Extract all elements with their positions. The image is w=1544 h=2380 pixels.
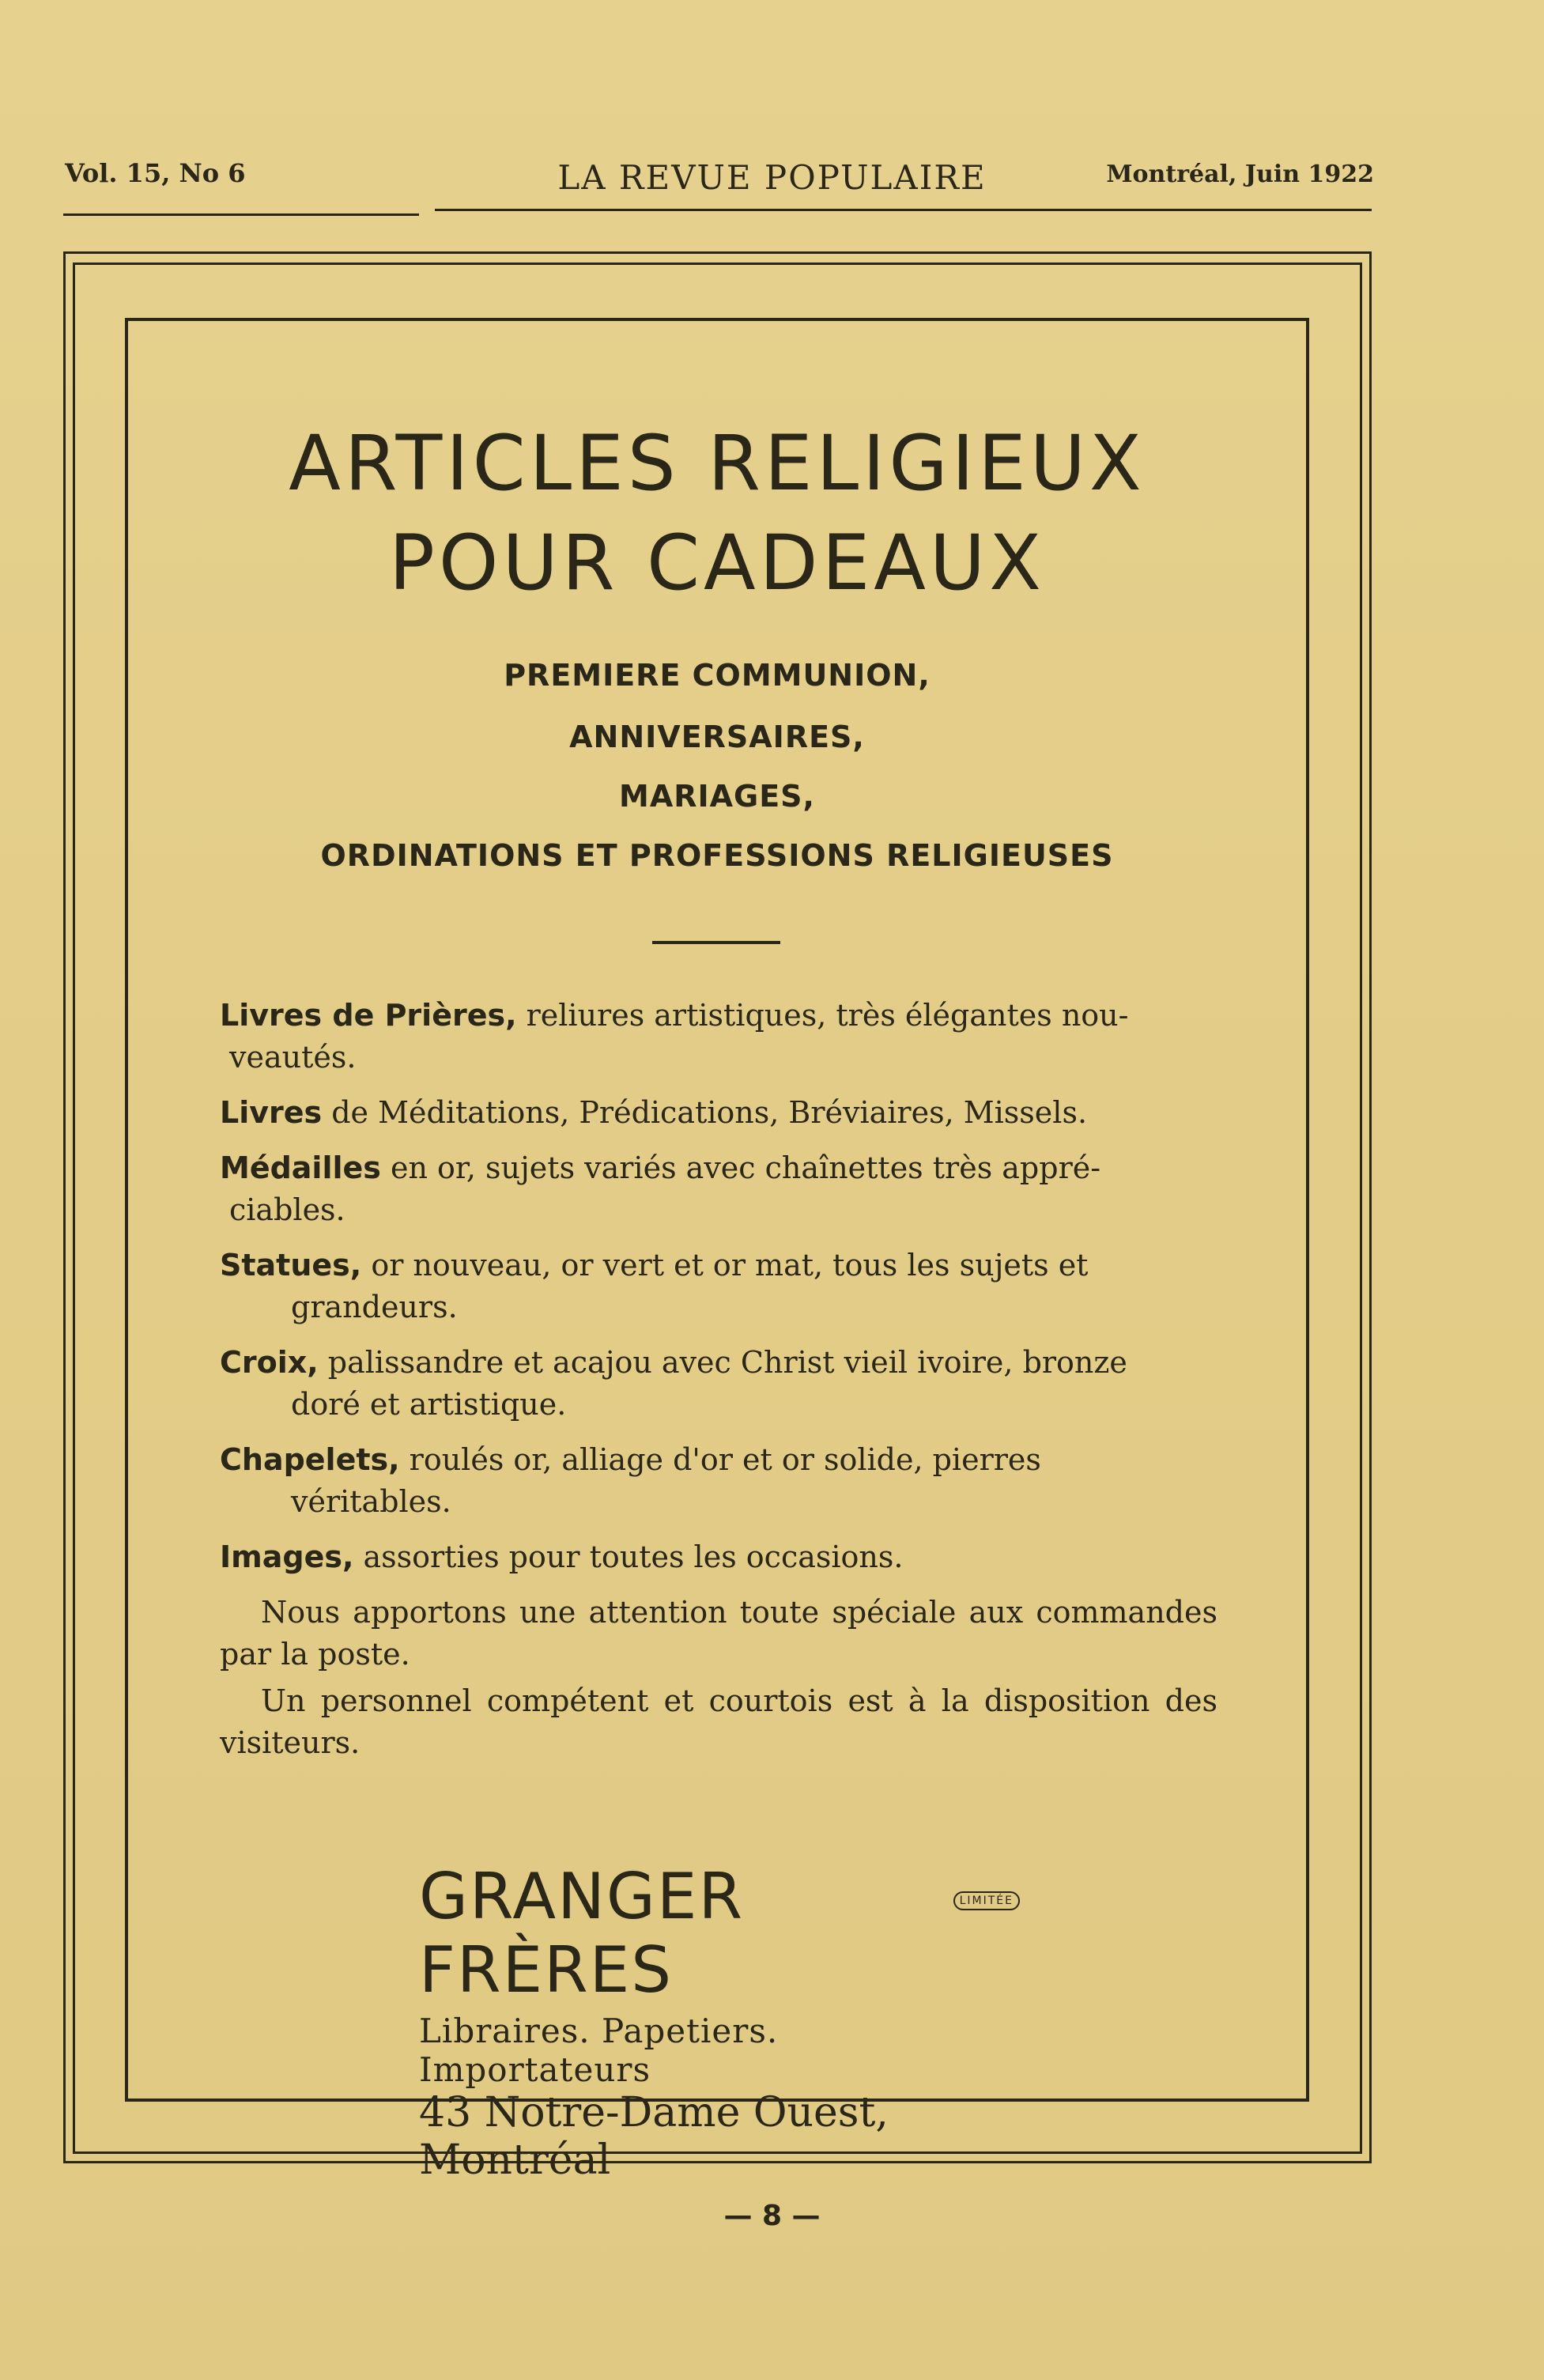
issue-date: Montréal, Juin 1922	[1106, 161, 1374, 188]
ad-title-line-1: ARTICLES RELIGIEUX	[289, 419, 1146, 508]
product-name: Images,	[220, 1539, 354, 1574]
mail-order-note: Nous apportons une attention toute spéciale aux commandes par la poste.	[220, 1595, 1217, 1672]
product-description: palissandre et acajou avec Christ vieil ivoire, bronze	[318, 1345, 1127, 1380]
product-description-cont: veautés.	[229, 1040, 357, 1075]
product-name: Chapelets,	[220, 1442, 400, 1477]
product-name: Livres de Prières,	[220, 998, 517, 1033]
product-item	[220, 1342, 1217, 1426]
product-list	[220, 995, 1217, 1769]
product-description: roulés or, alliage d'or et or solide, pierres	[399, 1442, 1041, 1477]
product-item	[220, 1536, 1217, 1578]
product-description: en or, sujets variés avec chaînettes très appré-	[380, 1150, 1101, 1185]
header-rule-left	[63, 213, 419, 216]
product-description: reliures artistiques, très élégantes nou-	[516, 998, 1129, 1033]
staff-note: Un personnel compétent et courtois est à la disposition des visiteurs.	[220, 1683, 1217, 1760]
occasion-2: ANNIVERSAIRES,	[569, 720, 865, 754]
product-name: Médailles	[220, 1150, 381, 1185]
company-address: 43 Notre-Dame Ouest, Montréal	[419, 2089, 889, 2184]
volume-number: Vol. 15, No 6	[65, 158, 246, 188]
ad-title-line-2: POUR CADEAUX	[389, 519, 1045, 607]
product-description-cont: ciables.	[229, 1192, 345, 1227]
product-item	[220, 995, 1217, 1079]
product-description-cont: véritables.	[291, 1484, 451, 1519]
product-description-cont: grandeurs.	[291, 1290, 458, 1324]
product-description: de Méditations, Prédications, Bréviaires, Missels.	[322, 1095, 1088, 1130]
occasion-3: MARIAGES,	[619, 779, 815, 814]
product-item	[220, 1092, 1217, 1134]
header-rule-right	[435, 209, 1372, 211]
company-trades: Libraires. Papetiers. Importateurs	[419, 2012, 779, 2089]
company-name: GRANGER FRÈRES	[419, 1860, 745, 2007]
product-name: Livres	[220, 1095, 323, 1130]
product-name: Croix,	[220, 1345, 319, 1380]
product-item	[220, 1147, 1217, 1231]
occasion-1: PREMIERE COMMUNION,	[504, 658, 931, 693]
product-item	[220, 1245, 1217, 1328]
occasion-4: ORDINATIONS ET PROFESSIONS RELIGIEUSES	[320, 838, 1114, 873]
company-name-row	[419, 1860, 1020, 2007]
product-item	[220, 1439, 1217, 1523]
company-signature	[419, 1860, 1020, 2184]
section-divider	[652, 941, 780, 944]
publication-title: LA REVUE POPULAIRE	[557, 158, 987, 197]
product-name: Statues,	[220, 1248, 362, 1283]
product-description: or nouveau, or vert et or mat, tous les sujets et	[361, 1248, 1089, 1283]
company-suffix-badge: LIMITÉE	[953, 1891, 1020, 1910]
product-description-cont: doré et artistique.	[291, 1387, 567, 1422]
page-number: — 8 —	[723, 2200, 821, 2232]
product-description: assorties pour toutes les occasions.	[353, 1539, 904, 1574]
